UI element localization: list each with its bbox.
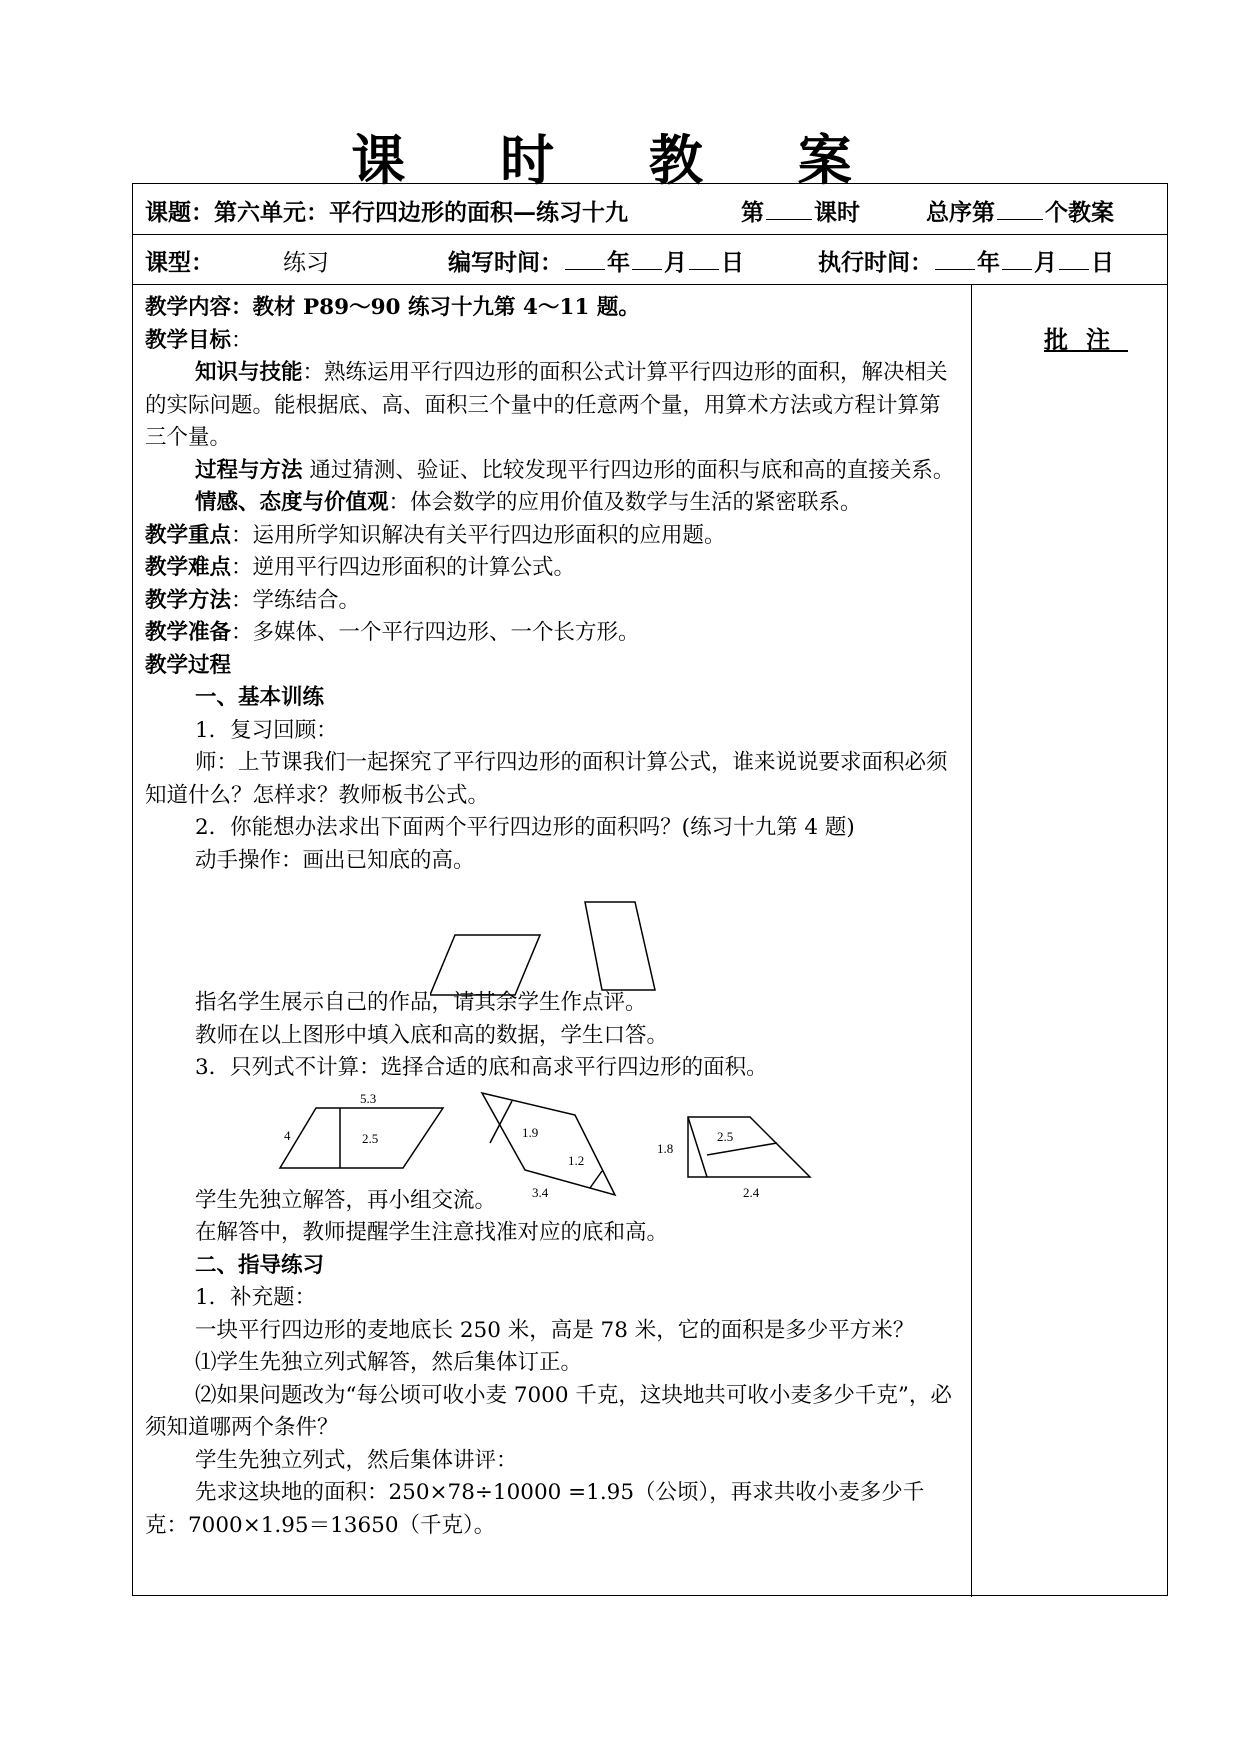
write-year-blank[interactable]: [565, 249, 605, 270]
total-sequence-blank[interactable]: [997, 199, 1043, 220]
topic-value: 第六单元：平行四边形的面积—练习十九: [214, 199, 628, 226]
goals-line: [145, 325, 957, 358]
total-sequence: [926, 194, 1114, 227]
paragraph: 3．只列式不计算：选择合适的底和高求平行四边形的面积。: [195, 1055, 768, 1080]
paragraph: 学生先独立解答，再小组交流。: [195, 1187, 497, 1213]
key-point: [145, 520, 957, 553]
exec-year-blank[interactable]: [935, 249, 975, 270]
section-1-title: 一、基本训练: [195, 685, 325, 710]
exec-label: 执行时间：: [818, 249, 933, 276]
parallelogram-figure-a: [278, 1088, 453, 1182]
paragraph: ⑵如果问题改为“每公顷可收小麦 7000 千克，这块地共可收小麦多少千克”，必须知道哪两个条件？: [145, 1382, 952, 1440]
day-label: 日: [1091, 249, 1114, 276]
difficult-text: ：逆用平行四边形面积的计算公式。: [231, 555, 576, 580]
paragraph: 学生先独立列式，然后集体讲评：: [195, 1447, 518, 1473]
fig-a-left-label: 4: [284, 1128, 291, 1143]
paragraph: 动手操作：画出已知底的高。: [195, 847, 475, 873]
knowledge-label: 知识与技能: [195, 360, 303, 385]
page-title: 课 时 教 案: [351, 128, 890, 192]
paragraph: 一块平行四边形的麦地底长 250 米，高是 78 米，它的面积是多少平方米？: [195, 1317, 915, 1343]
row-divider: [133, 284, 1167, 285]
type-value: 练习: [283, 250, 329, 276]
year-label: 年: [977, 249, 1000, 276]
paragraph: 教师在以上图形中填入底和高的数据，学生口答。: [195, 1022, 669, 1048]
fig-b-h1-label: 1.9: [522, 1125, 539, 1140]
process-goal: [145, 455, 957, 488]
paragraph: 1．复习回顾：: [195, 717, 338, 743]
lesson-plan-table: [132, 183, 1168, 1596]
emotion-text: ：体会数学的应用价值及数学与生活的紧密联系。: [388, 490, 862, 515]
exec-time: [818, 244, 1114, 277]
day-label: 日: [721, 249, 744, 276]
fig-a-height-label: 2.5: [362, 1131, 379, 1146]
method-label: 教学方法: [145, 587, 232, 613]
lesson-number: [741, 194, 860, 227]
difficult-point: [145, 552, 957, 585]
topic-row: [145, 194, 628, 227]
type-label: 课型：: [145, 249, 214, 276]
exec-month-blank[interactable]: [1002, 249, 1032, 270]
paragraph: 先求这块地的面积：250×78÷10000 =1.95（公顷），再求共收小麦多少千克：7000×1.95＝13650（千克）。: [145, 1480, 925, 1538]
fig-b-base-label: 3.4: [532, 1185, 549, 1200]
topic-label: 课题：: [145, 199, 214, 226]
key-text: ：运用所学知识解决有关平行四边形面积的应用题。: [231, 522, 726, 548]
total-prefix: 总序第: [926, 199, 995, 226]
paragraph: 2．你能想办法求出下面两个平行四边形的面积吗？(练习十九第 4 题): [195, 815, 855, 840]
write-day-blank[interactable]: [689, 249, 719, 270]
goals-colon: ：: [231, 327, 253, 353]
parallelogram-figure-b: [480, 1085, 630, 1209]
year-label: 年: [607, 249, 630, 276]
emotion-label: 情感、态度与价值观: [195, 490, 389, 515]
fig-a-top-label: 5.3: [360, 1091, 377, 1106]
difficult-label: 教学难点: [145, 555, 232, 580]
fig-c-left-label: 1.8: [657, 1141, 674, 1156]
knowledge-goal: [145, 357, 957, 455]
lesson-prefix: 第: [741, 199, 764, 226]
column-divider: [971, 284, 972, 1597]
section-2-title: 二、指导练习: [195, 1252, 325, 1278]
annotation-header: 批注: [1044, 325, 1128, 354]
month-label: 月: [664, 249, 687, 276]
fig-c-base-label: 2.4: [743, 1185, 760, 1200]
paragraph: ⑴学生先独立列式解答，然后集体订正。: [195, 1350, 583, 1375]
teaching-method: [145, 585, 957, 618]
month-label: 月: [1034, 249, 1057, 276]
method-text: ：学练结合。: [231, 587, 361, 613]
parallelogram-figure-c: [655, 1105, 815, 1209]
fig-b-h2-label: 1.2: [568, 1153, 585, 1168]
write-label: 编写时间：: [448, 249, 563, 276]
paragraph: 在解答中，教师提醒学生注意找准对应的底和高。: [195, 1220, 669, 1245]
lesson-suffix: 课时: [814, 199, 860, 226]
prep-label: 教学准备: [145, 620, 232, 645]
key-label: 教学重点: [145, 522, 232, 548]
total-suffix: 个教案: [1045, 199, 1114, 226]
parallelogram-tall: [585, 902, 655, 990]
parallelogram-wide: [430, 935, 540, 995]
knowledge-text: ：熟练运用平行四边形的面积公式计算平行四边形的面积，解决相关的实际问题。能根据底、高、面积三个量中的任意两个量，用算术方法或方程计算第三个量。: [145, 360, 948, 450]
process-heading: 教学过程: [145, 652, 232, 678]
paragraph: 指名学生展示自己的作品，请其余学生作点评。: [195, 990, 647, 1015]
exec-day-blank[interactable]: [1059, 249, 1089, 270]
prep-text: ：多媒体、一个平行四边形、一个长方形。: [231, 620, 640, 645]
lesson-number-blank[interactable]: [766, 199, 812, 220]
goals-label: 教学目标: [145, 327, 232, 353]
write-month-blank[interactable]: [632, 249, 662, 270]
process-text: 通过猜测、验证、比较发现平行四边形的面积与底和高的直接关系。: [302, 457, 955, 483]
parallelogram-figures-blank: [430, 900, 670, 1004]
write-time: [448, 244, 744, 277]
teaching-prep: [145, 617, 957, 650]
paragraph: 师：上节课我们一起探究了平行四边形的面积计算公式，谁来说说要求面积必须知道什么？怎样求？教师板书公式。: [145, 750, 948, 808]
fig-c-height-label: 2.5: [717, 1129, 734, 1144]
paragraph: 1．补充题：: [195, 1285, 317, 1310]
emotion-goal: [145, 487, 957, 520]
row-divider: [133, 234, 1167, 235]
process-label: 过程与方法: [195, 457, 303, 483]
teaching-content: 教学内容：教材 P89～90 练习十九第 4～11 题。: [145, 295, 640, 320]
